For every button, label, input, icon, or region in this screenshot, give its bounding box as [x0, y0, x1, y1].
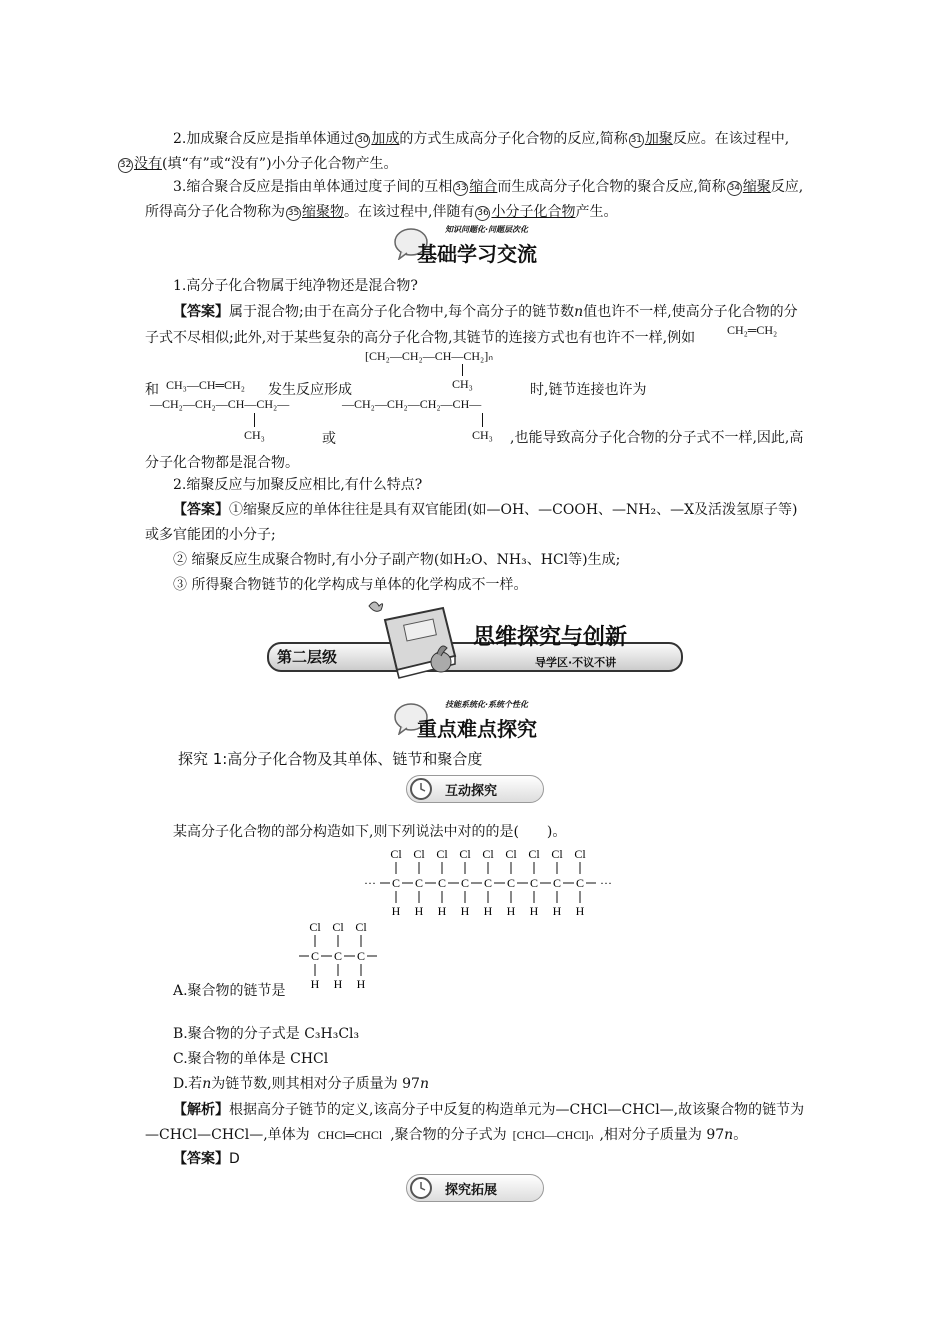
ellipsis: ···	[364, 876, 376, 890]
blank-number-32: 32	[118, 158, 133, 173]
chlorine-atom: Cl	[574, 847, 586, 861]
bond-line	[254, 413, 255, 427]
hydrogen-atom: H	[552, 904, 562, 918]
section-tag-extension	[406, 1174, 544, 1202]
carbon-atom: C	[529, 876, 539, 890]
fill-answer-35: 缩聚物	[302, 204, 344, 220]
formula-methyl: CH₃	[244, 428, 265, 442]
blank-number-36: 36	[475, 206, 490, 221]
carbon-atom: C	[460, 876, 470, 890]
answer-label: 【答案】	[173, 1151, 229, 1167]
hydrogen-atom: H	[529, 904, 539, 918]
repeat-unit-structure	[293, 918, 383, 994]
option-b: B.聚合物的分子式是 C₃H₃Cl₃	[173, 1026, 360, 1042]
answer-2-point-3: ③ 所得聚合物链节的化学构成与单体的化学构成不一样。	[173, 577, 528, 593]
banner-title: 基础学习交流	[417, 242, 537, 266]
banner-subtitle: 技能系统化·系统个性化	[445, 700, 529, 709]
fill-answer-33: 缩合	[469, 179, 498, 195]
text-form: 发生反应形成	[268, 382, 352, 398]
hydrogen-atom: H	[356, 977, 366, 991]
banner-title: 重点难点探究	[417, 717, 537, 741]
paragraph-addition-polymerization: 2.加成聚合反应是指单体通过 30 加成的方式生成高分子化合物的反应,简称 31 加聚反应。在该过程中, 32 没有(填“有”或“没有”)小分子化合物产生。	[119, 131, 790, 172]
answer-label: 【答案】	[173, 304, 229, 320]
section-banner-key	[393, 697, 573, 739]
chlorine-atom: Cl	[505, 847, 517, 861]
problem-stem: 某高分子化合物的部分构造如下,则下列说法中对的的是( )。	[173, 824, 567, 840]
answer-1-tail: ,也能导致高分子化合物的分子式不一样,因此,高分子化合物都是混合物。	[145, 430, 804, 471]
inquiry-title: 探究 1:高分子化合物及其单体、链节和聚合度	[178, 750, 483, 768]
analysis: 【解析】根据高分子链节的定义,该高分子中反复的构造单元为—CHCl—CHCl—,故该聚合物的链节为—CHCl—CHCl—,单体为 CHCl═CHCl ,聚合物的分子式为 [CHCl—CHCl]ₙ ,相对分子质量为 97n。	[145, 1102, 805, 1143]
hydrogen-atom: H	[437, 904, 447, 918]
polymer-structure	[360, 845, 620, 921]
fill-answer-30: 加成	[371, 131, 400, 147]
formula-polymer: [CHCl—CHCl]ₙ	[512, 1128, 594, 1142]
book-icon	[355, 598, 465, 688]
fill-answer-36: 小分子化合物	[491, 204, 576, 220]
hydrogen-atom: H	[391, 904, 401, 918]
level-title: 思维探究与创新	[473, 625, 628, 650]
chlorine-atom: Cl	[355, 920, 367, 934]
banner-subtitle: 知识问题化·问题层次化	[445, 225, 529, 234]
fill-answer-31: 加聚	[644, 131, 673, 147]
carbon-atom: C	[356, 949, 366, 963]
level-banner	[263, 598, 683, 690]
formula-methyl: CH₃	[452, 377, 473, 391]
carbon-atom: C	[575, 876, 585, 890]
answer-2-point-2: ② 缩聚反应生成聚合物时,有小分子副产物(如H₂O、NH₃、HCl等)生成;	[173, 552, 621, 568]
level-subtitle: 导学区·不议不讲	[535, 656, 617, 669]
ellipsis: ···	[600, 876, 612, 890]
clock-icon	[409, 777, 433, 801]
hydrogen-atom: H	[333, 977, 343, 991]
formula-propene: CH₃—CH═CH₂	[166, 378, 245, 392]
hydrogen-atom: H	[310, 977, 320, 991]
answer-1: 【答案】属于混合物;由于在高分子化合物中,每个高分子的链节数n值也许不一样,使高分子化合物的分子式不尽相似;此外,对于某些复杂的高分子化合物,其链节的连接方式也有也许不一样,例如	[145, 304, 798, 346]
blank-number-33: 33	[453, 181, 468, 196]
hydrogen-atom: H	[414, 904, 424, 918]
chlorine-atom: Cl	[413, 847, 425, 861]
chlorine-atom: Cl	[332, 920, 344, 934]
carbon-atom: C	[333, 949, 343, 963]
blank-number-35: 35	[286, 206, 301, 221]
option-a: A.聚合物的链节是	[173, 983, 286, 999]
carbon-atom: C	[414, 876, 424, 890]
hydrogen-atom: H	[506, 904, 516, 918]
chlorine-atom: Cl	[551, 847, 563, 861]
carbon-atom: C	[391, 876, 401, 890]
chlorine-atom: Cl	[528, 847, 540, 861]
chlorine-atom: Cl	[309, 920, 321, 934]
tag-label: 互动探究	[445, 784, 498, 799]
carbon-atom: C	[310, 949, 320, 963]
chlorine-atom: Cl	[436, 847, 448, 861]
formula-chain-2: —CH₂—CH₂—CH₂—CH—	[342, 397, 482, 411]
fill-answer-32: 没有	[134, 156, 162, 172]
hydrogen-atom: H	[575, 904, 585, 918]
text-he: 和	[145, 382, 159, 398]
carbon-atom: C	[506, 876, 516, 890]
section-banner-basic	[393, 222, 573, 264]
bond-line	[462, 364, 463, 376]
text-when: 时,链节连接也许为	[530, 382, 647, 398]
carbon-atom: C	[483, 876, 493, 890]
level-badge: 第二层级	[277, 648, 338, 666]
final-answer	[173, 1148, 240, 1168]
bond-line	[482, 413, 483, 427]
carbon-atom: C	[552, 876, 562, 890]
option-d: D.若n为链节数,则其相对分子质量为 97n	[173, 1076, 429, 1092]
chlorine-atom: Cl	[459, 847, 471, 861]
hydrogen-atom: H	[483, 904, 493, 918]
fill-answer-34: 缩聚	[742, 179, 771, 195]
question-2: 2.缩聚反应与加聚反应相比,有什么特点?	[173, 477, 423, 493]
paragraph-condensation-polymerization: 3.缩合聚合反应是指由单体通过度子间的互相 33 缩合而生成高分子化合物的聚合反应,简称 34 缩聚反应,所得高分子化合物称为 35 缩聚物。在该过程中,伴随有 36 小分子化合物产生。	[145, 179, 804, 220]
chlorine-atom: Cl	[390, 847, 402, 861]
analysis-label: 【解析】	[173, 1102, 229, 1118]
section-tag-interactive	[406, 775, 544, 803]
formula-ethene: CH₂═CH₂	[727, 323, 778, 337]
hydrogen-atom: H	[460, 904, 470, 918]
chlorine-atom: Cl	[482, 847, 494, 861]
blank-number-30: 30	[355, 133, 370, 148]
formula-methyl: CH₃	[472, 428, 493, 442]
blank-number-31: 31	[629, 133, 644, 148]
question-1: 1.高分子化合物属于纯净物还是混合物?	[173, 278, 418, 294]
option-c: C.聚合物的单体是 CHCl	[173, 1051, 329, 1067]
carbon-atom: C	[437, 876, 447, 890]
formula-polymer-chain: [CH₂—CH₂—CH—CH₂]ₙ	[365, 349, 494, 363]
clock-icon	[409, 1176, 433, 1200]
answer-value: D	[229, 1151, 240, 1167]
formula-monomer: CHCl═CHCl	[317, 1128, 383, 1142]
answer-2: 【答案】①缩聚反应的单体往往是具有双官能团(如—OH、—COOH、—NH₂、—X及活泼氢原子等)或多官能团的小分子;	[145, 502, 798, 543]
answer-label: 【答案】	[173, 502, 229, 518]
blank-number-34: 34	[727, 181, 742, 196]
formula-chain-1: —CH₂—CH₂—CH—CH₂—	[150, 397, 290, 411]
tag-label: 探究拓展	[445, 1183, 498, 1198]
text-huo: 或	[322, 431, 336, 447]
